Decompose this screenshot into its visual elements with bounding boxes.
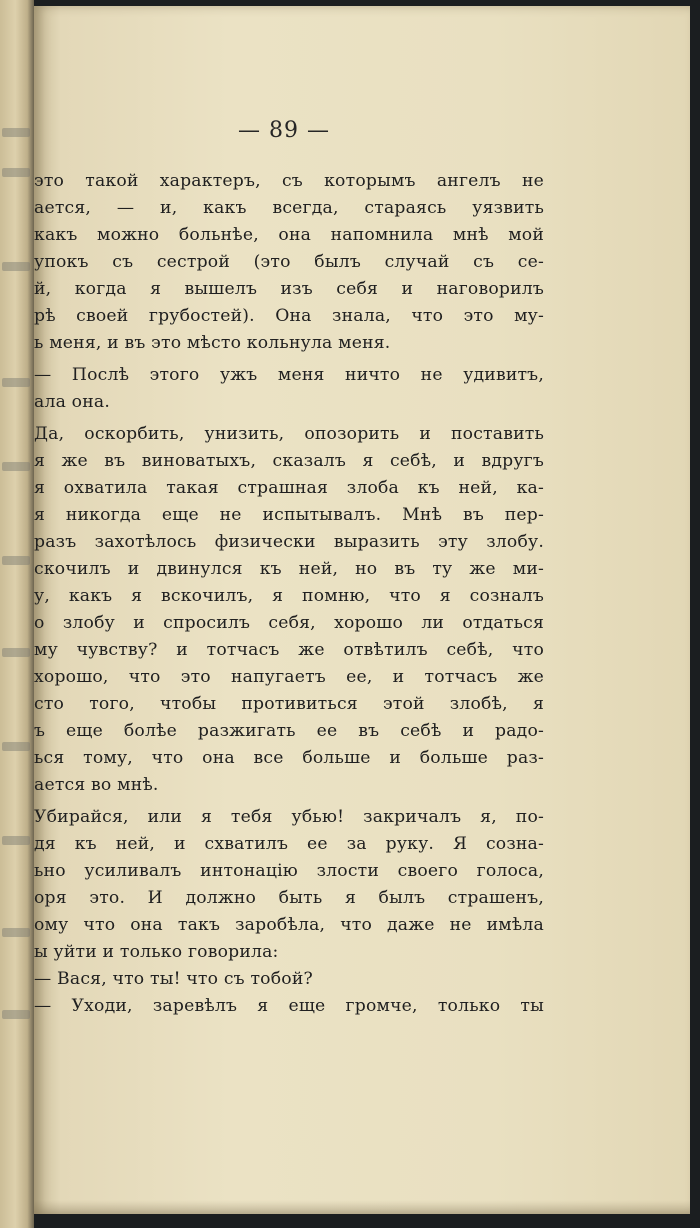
text-line: о злобу и спросилъ себя, хорошо ли отдаться: [34, 613, 544, 633]
text-line: ься тому, что она все больше и больше раз-: [34, 748, 544, 768]
text-line: ается, — и, какъ всегда, стараясь уязвить: [34, 198, 544, 218]
text-line: сто того, чтобы противиться этой злобѣ, я: [34, 694, 544, 714]
text-line: — Уходи, заревѣлъ я еще громче, только ты: [34, 996, 544, 1016]
previous-page-text-fragment: [2, 556, 30, 565]
text-line: рѣ своей грубостей). Она знала, что это му-: [34, 306, 544, 326]
text-line: упокъ съ сестрой (это былъ случай съ се-: [34, 252, 544, 272]
previous-page-text-fragment: [2, 742, 30, 751]
previous-page-text-fragment: [2, 462, 30, 471]
book-page: [34, 6, 690, 1214]
text-line: ы уйти и только говорила:: [34, 942, 279, 962]
previous-page-text-fragment: [2, 128, 30, 137]
page-text: [34, 168, 544, 1020]
text-line: какъ можно больнѣе, она напомнила мнѣ мой: [34, 225, 544, 245]
text-line: Да, оскорбить, унизить, опозорить и поставить: [34, 424, 544, 444]
previous-page-text-fragment: [2, 378, 30, 387]
text-line: дя къ ней, и схватилъ ее за руку. Я созна-: [34, 834, 544, 854]
text-line: я охватила такая страшная злоба къ ней, ка-: [34, 478, 544, 498]
text-line: ается во мнѣ.: [34, 775, 159, 795]
text-line: у, какъ я вскочилъ, я помню, что я созналъ: [34, 586, 544, 606]
text-line: я же въ виноватыхъ, сказалъ я себѣ, и вдругъ: [34, 451, 544, 471]
page-bottom-shadow: [34, 1200, 690, 1214]
text-line: ому что она такъ заробѣла, что даже не имѣла: [34, 915, 544, 935]
previous-page-text-fragment: [2, 262, 30, 271]
text-line: скочилъ и двинулся къ ней, но въ ту же ми-: [34, 559, 544, 579]
text-line: му чувству? и тотчасъ же отвѣтилъ себѣ, что: [34, 640, 544, 660]
previous-page-edge: [0, 0, 34, 1228]
previous-page-text-fragment: [2, 928, 30, 937]
text-line: ьно усиливалъ интонацію злости своего голоса,: [34, 861, 544, 881]
page-number: — 89 —: [238, 118, 330, 143]
text-line: это такой характеръ, съ которымъ ангелъ не: [34, 171, 544, 191]
text-line: я никогда еще не испытывалъ. Мнѣ въ пер-: [34, 505, 544, 525]
text-line: й, когда я вышелъ изъ себя и наговорилъ: [34, 279, 544, 299]
text-line: оря это. И должно быть я былъ страшенъ,: [34, 888, 544, 908]
text-line: хорошо, что это напугаетъ ее, и тотчасъ же: [34, 667, 544, 687]
text-line: — Послѣ этого ужъ меня ничто не удивитъ,: [34, 365, 544, 385]
previous-page-text-fragment: [2, 1010, 30, 1019]
previous-page-text-fragment: [2, 836, 30, 845]
text-line: Убирайся, или я тебя убью! закричалъ я, по-: [34, 807, 544, 827]
previous-page-text-fragment: [2, 168, 30, 177]
text-line: разъ захотѣлось физически выразить эту злобу.: [34, 532, 544, 552]
text-line: ъ еще болѣе разжигать ее въ себѣ и радо-: [34, 721, 544, 741]
text-line: — Вася, что ты! что съ тобой?: [34, 969, 313, 989]
previous-page-text-fragment: [2, 648, 30, 657]
text-line: ь меня, и въ это мѣсто кольнула меня.: [34, 333, 391, 353]
text-line: ала она.: [34, 392, 110, 412]
